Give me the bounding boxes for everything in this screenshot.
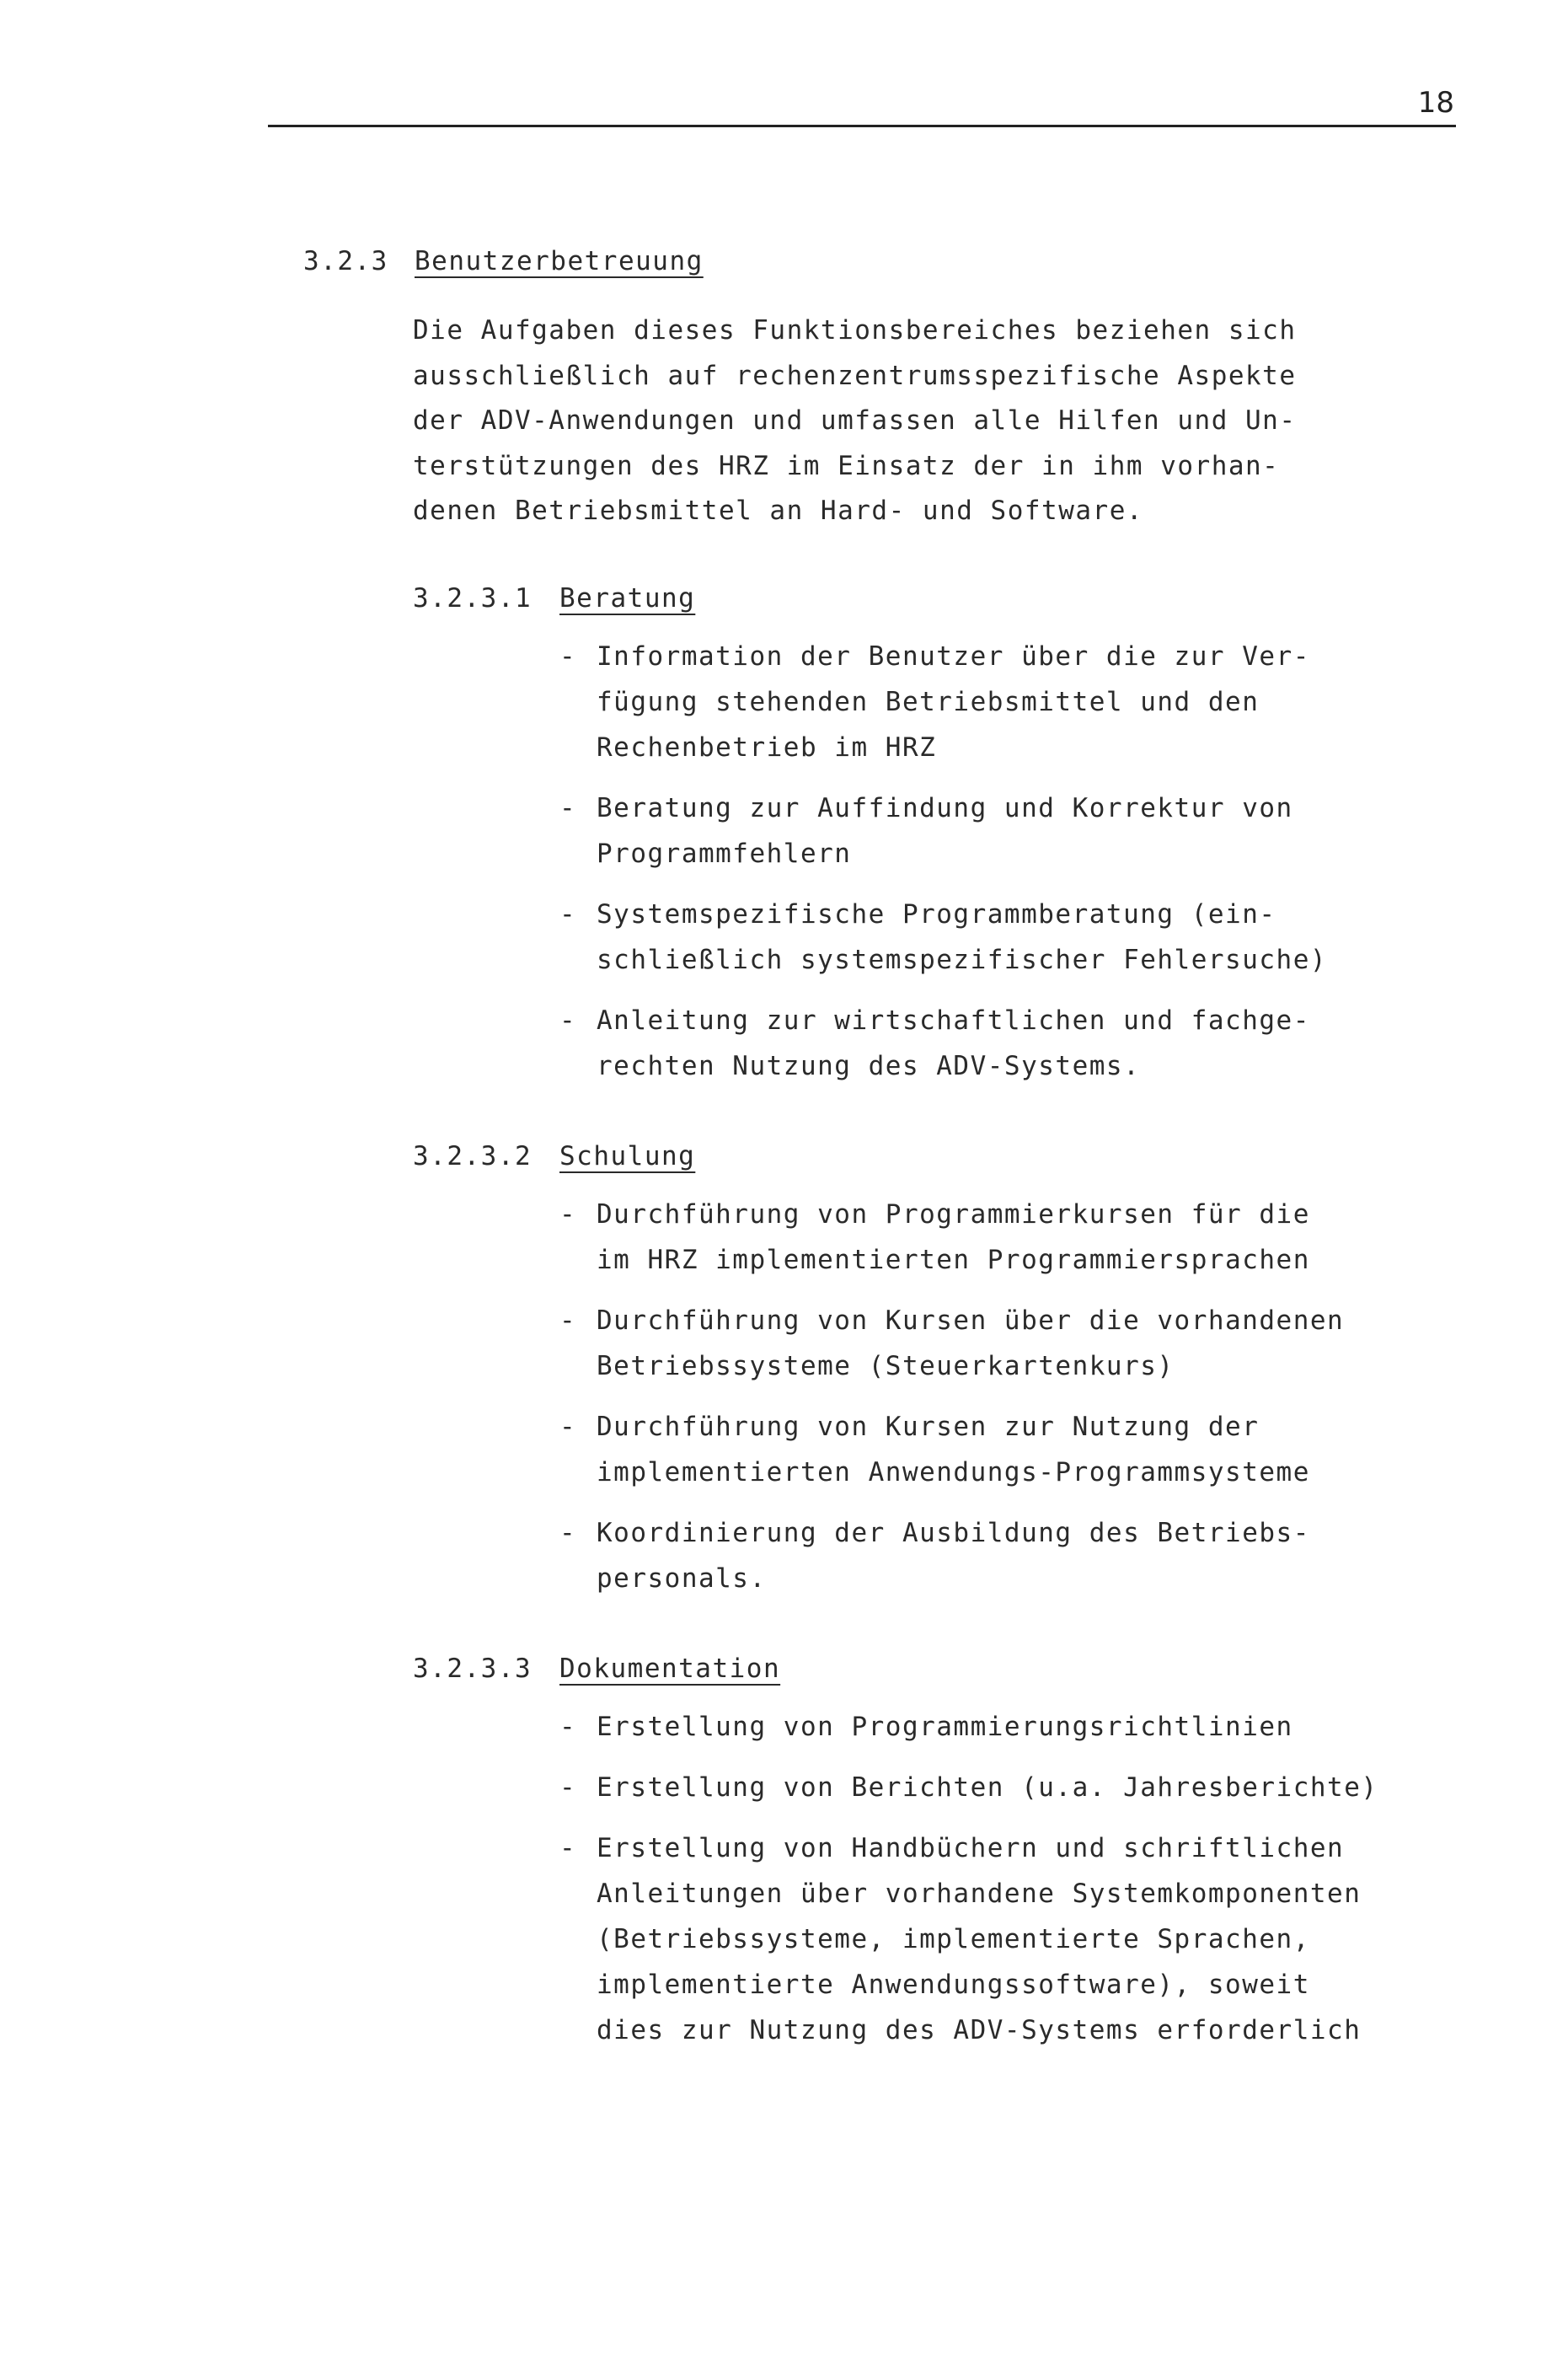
item-line: Durchführung von Kursen zur Nutzung der <box>597 1412 1260 1442</box>
item-line: Erstellung von Programmierungsrichtlinien <box>597 1712 1293 1742</box>
list-item <box>559 1404 1503 1495</box>
item-line: Erstellung von Handbüchern und schriftlichen <box>597 1833 1345 1863</box>
item-line: implementierte Anwendungssoftware), soweit <box>597 1970 1310 2000</box>
section-title: Benutzerbetreuung <box>415 246 704 276</box>
intro-line: denen Betriebsmittel an Hard- und Software. <box>413 496 1144 526</box>
item-line: Information der Benutzer über die zur Ver- <box>597 641 1310 672</box>
item-line: personals. <box>597 1563 767 1594</box>
item-line: dies zur Nutzung des ADV-Systems erforderlich <box>597 2015 1362 2045</box>
dash-bullet: - <box>559 641 577 672</box>
list-item <box>559 998 1503 1089</box>
intro-line: der ADV-Anwendungen und umfassen alle Hilfen und Un- <box>413 405 1297 436</box>
section-heading <box>303 246 704 276</box>
dash-bullet: - <box>559 1772 577 1803</box>
dash-bullet: - <box>559 1199 577 1230</box>
item-line: (Betriebssysteme, implementierte Sprachen, <box>597 1924 1310 1954</box>
list-item <box>559 1704 1503 1750</box>
item-line: Programmfehlern <box>597 839 852 869</box>
intro-line: terstützungen des HRZ im Einsatz der in ihm vorhan- <box>413 450 1280 481</box>
subsection-title: Schulung <box>559 1141 696 1171</box>
item-line: Durchführung von Programmierkursen für die <box>597 1199 1310 1230</box>
subsection-title: Dokumentation <box>559 1654 781 1684</box>
item-line: Erstellung von Berichten (u.a. Jahresberichte) <box>597 1772 1378 1803</box>
subsection-dokumentation <box>413 1654 1508 2045</box>
subsection-number: 3.2.3.1 <box>413 583 532 614</box>
section-number: 3.2.3 <box>303 246 388 276</box>
header-rule <box>268 125 1456 127</box>
dash-bullet: - <box>559 899 577 930</box>
section-intro <box>413 308 1424 534</box>
dash-bullet: - <box>559 1005 577 1036</box>
item-line: schließlich systemspezifischer Fehlersuche) <box>597 945 1328 975</box>
subsection-heading <box>413 1654 1508 1684</box>
subsection-heading <box>413 583 1508 614</box>
item-line: implementierten Anwendungs-Programmsysteme <box>597 1457 1310 1488</box>
dash-bullet: - <box>559 1412 577 1442</box>
item-line: Anleitungen über vorhandene Systemkomponenten <box>597 1879 1362 1909</box>
item-line: Koordinierung der Ausbildung des Betriebs- <box>597 1518 1310 1548</box>
dash-bullet: - <box>559 1833 577 1863</box>
intro-line: Die Aufgaben dieses Funktionsbereiches beziehen sich <box>413 315 1297 346</box>
item-line: Systemspezifische Programmberatung (ein- <box>597 899 1276 930</box>
list-item <box>559 1298 1503 1389</box>
item-line: fügung stehenden Betriebsmittel und den <box>597 687 1260 717</box>
item-list <box>559 1704 1503 2068</box>
intro-line: ausschließlich auf rechenzentrumsspezifische Aspekte <box>413 360 1297 391</box>
subsection-title: Beratung <box>559 583 696 614</box>
page-number: 18 <box>1417 86 1454 120</box>
subsection-heading <box>413 1141 1508 1171</box>
dash-bullet: - <box>559 1518 577 1548</box>
list-item <box>559 1510 1503 1601</box>
subsection-number: 3.2.3.2 <box>413 1141 532 1171</box>
list-item <box>559 785 1503 876</box>
item-line: Durchführung von Kursen über die vorhandenen <box>597 1305 1345 1336</box>
list-item <box>559 634 1503 770</box>
dash-bullet: - <box>559 793 577 823</box>
subsection-number: 3.2.3.3 <box>413 1654 532 1684</box>
list-item <box>559 1192 1503 1283</box>
subsection-beratung <box>413 583 1508 1081</box>
item-line: Betriebssysteme (Steuerkartenkurs) <box>597 1351 1175 1381</box>
item-list <box>559 634 1503 1104</box>
item-line: Rechenbetrieb im HRZ <box>597 732 937 763</box>
list-item <box>559 1825 1503 2053</box>
dash-bullet: - <box>559 1305 577 1336</box>
list-item <box>559 1765 1503 1810</box>
item-line: rechten Nutzung des ADV-Systems. <box>597 1051 1141 1081</box>
dash-bullet: - <box>559 1712 577 1742</box>
item-line: Beratung zur Auffindung und Korrektur von <box>597 793 1293 823</box>
list-item <box>559 892 1503 983</box>
item-list <box>559 1192 1503 1616</box>
item-line: im HRZ implementierten Programmiersprachen <box>597 1245 1310 1275</box>
subsection-schulung <box>413 1141 1508 1594</box>
item-line: Anleitung zur wirtschaftlichen und fachge- <box>597 1005 1310 1036</box>
